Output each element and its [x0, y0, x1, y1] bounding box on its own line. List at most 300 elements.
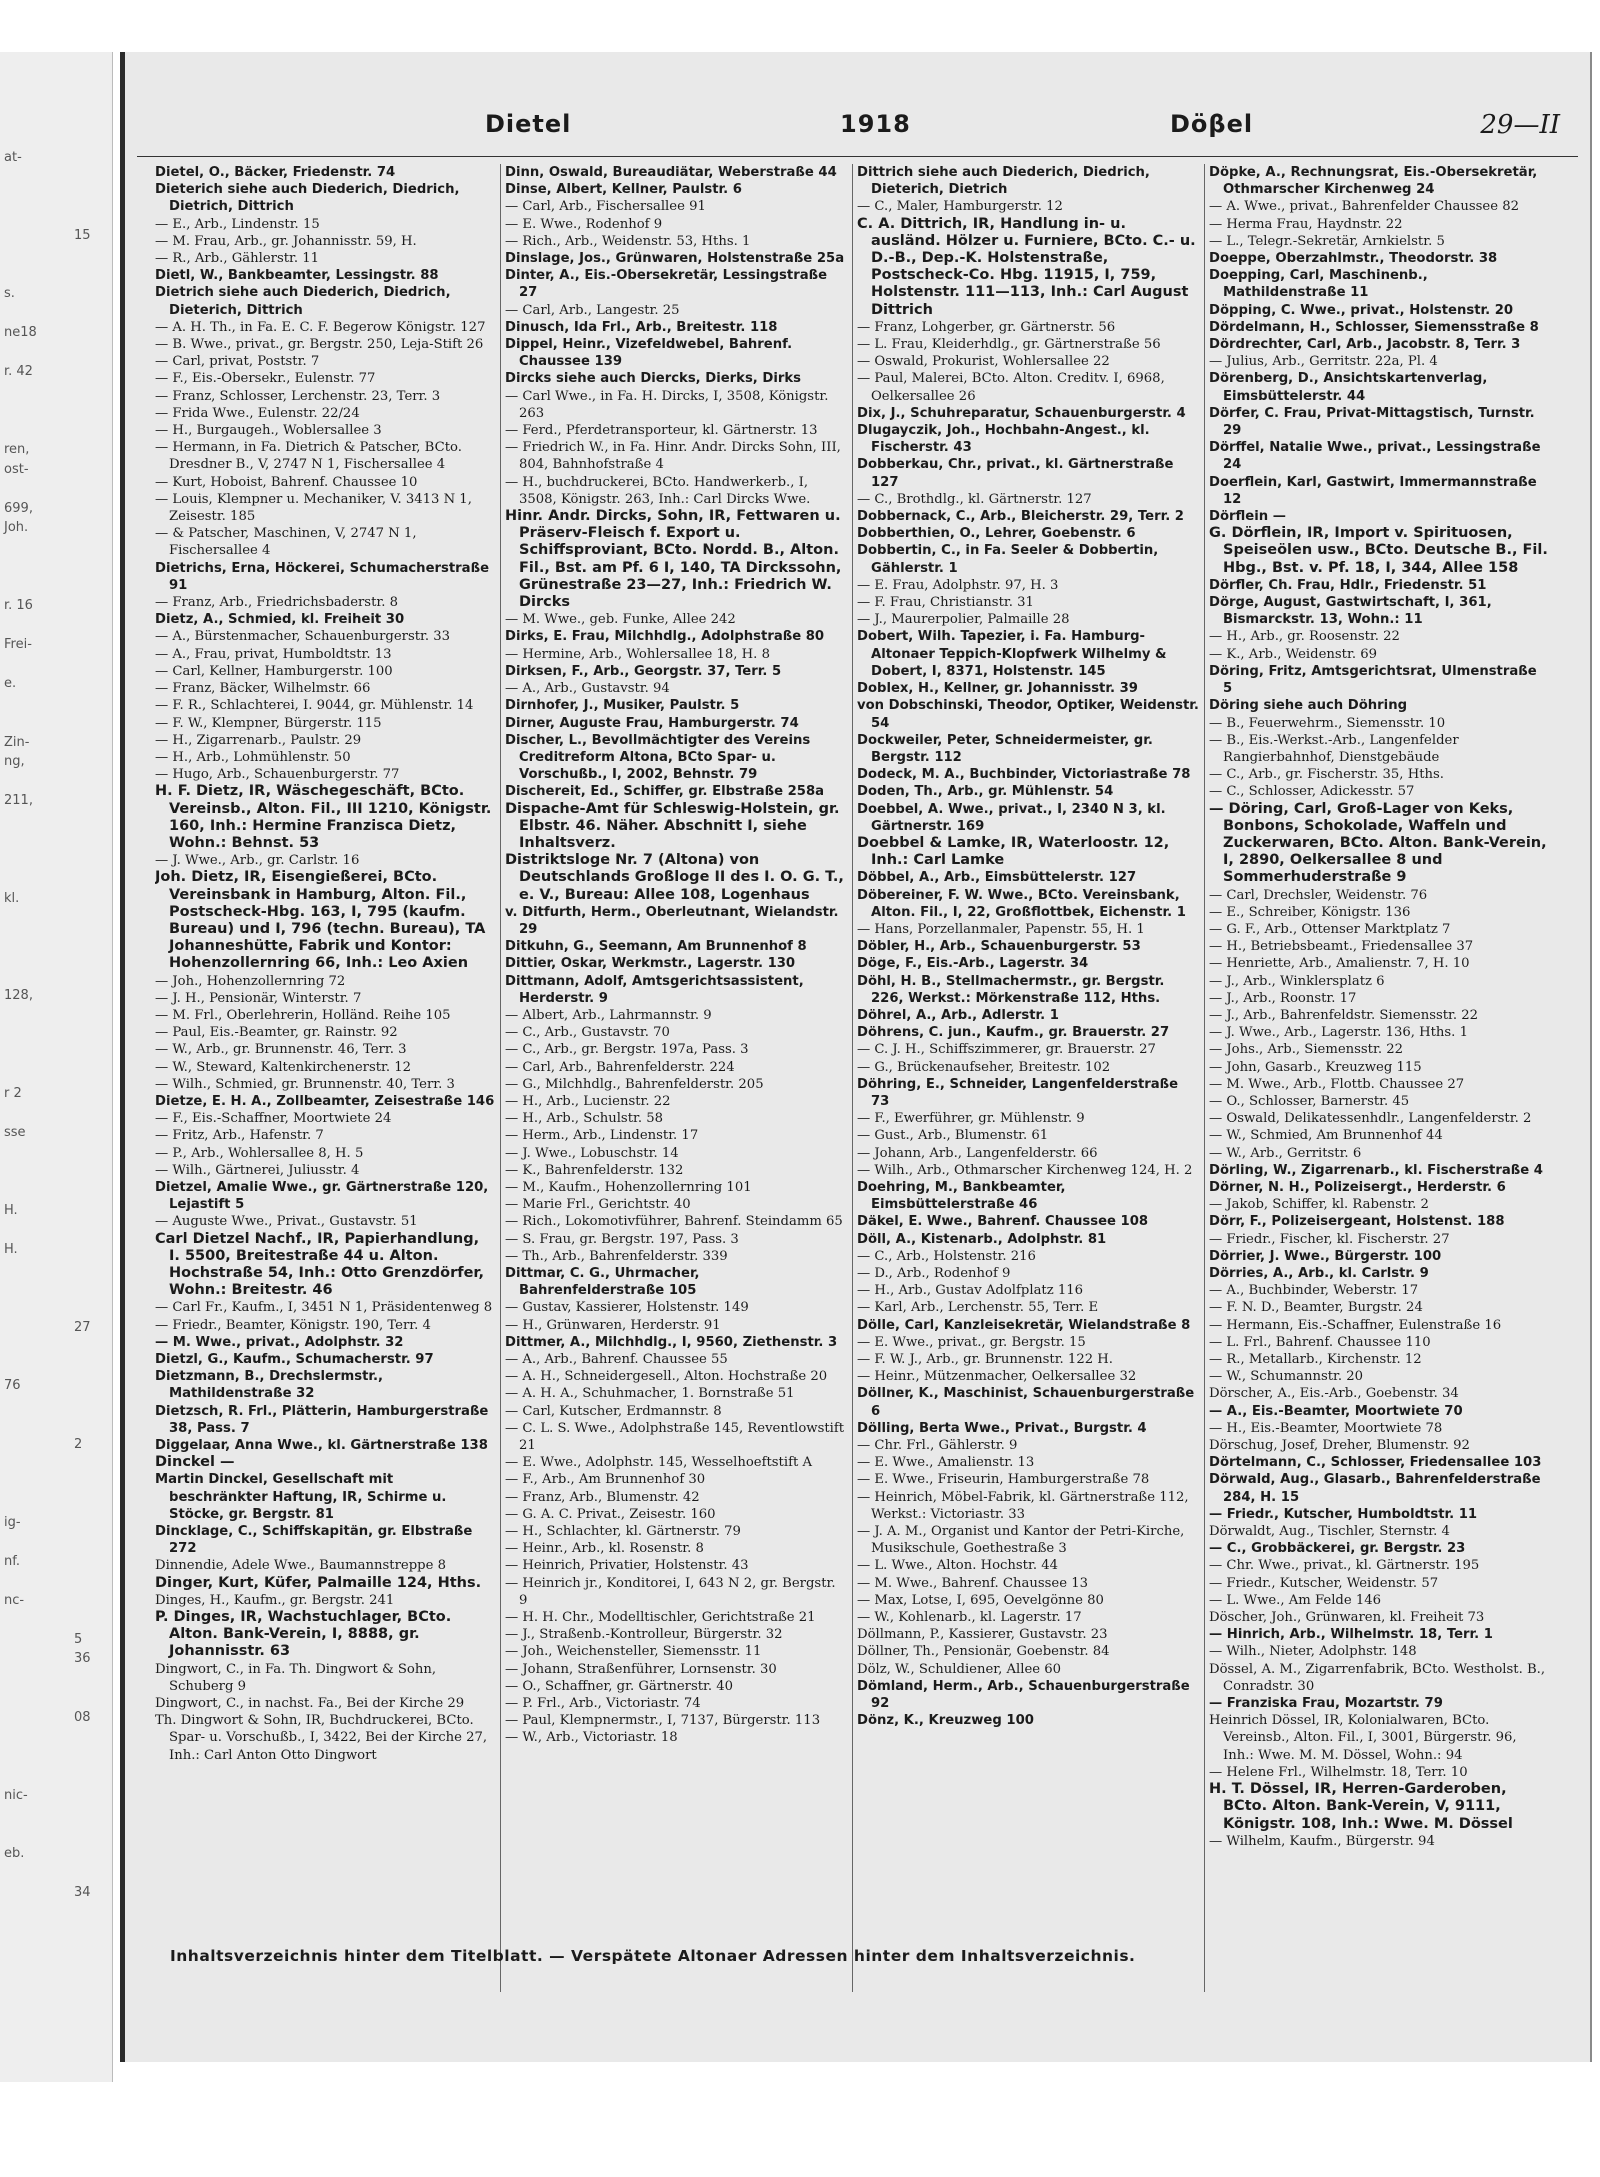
directory-entry: — Franz, Arb., Friedrichsbaderstr. 8	[155, 595, 399, 611]
directory-entry: — Friedr., Kutscher, Weidenstr. 57	[1209, 1575, 1439, 1591]
directory-entry: Dinger, Kurt, Küfer, Palmaille 124, Hths.	[155, 1574, 482, 1591]
adjacent-page-fragment: 211,	[4, 793, 33, 808]
directory-entry: Dörffel, Natalie Wwe., privat., Lessingstraße 24	[1209, 440, 1541, 473]
directory-entry: — Wilh., Nieter, Adolphstr. 148	[1209, 1644, 1417, 1660]
directory-entry: Doepping, Carl, Maschinenb., Mathildenstraße 11	[1209, 268, 1428, 301]
directory-entry: Dinusch, Ida Frl., Arb., Breitestr. 118	[505, 319, 778, 335]
directory-entry: — Carl, Kellner, Hamburgerstr. 100	[155, 663, 393, 679]
directory-entry: — L. Frl., Bahrenf. Chaussee 110	[1209, 1334, 1431, 1350]
directory-entry: Döllmann, P., Kassierer, Gustavstr. 23	[857, 1627, 1108, 1643]
directory-entry: — W., Arb., gr. Brunnenstr. 46, Terr. 3	[155, 1042, 407, 1058]
directory-entry: H. F. Dietz, IR, Wäschegeschäft, BCto. Vereinsb., Alton. Fil., III 1210, Königstr. 160, Inh.: Hermine Franzisca Dietz, Wohn.: Behnst. 53	[155, 783, 492, 851]
adjacent-page-fragment: ig-	[4, 1514, 21, 1530]
directory-entry: — Carl, Arb., Bahrenfelderstr. 224	[505, 1059, 735, 1075]
directory-entry: Dörr, F., Polizeisergeant, Holstenst. 188	[1209, 1214, 1505, 1230]
directory-entry: — Johann, Arb., Langenfelderstr. 66	[857, 1145, 1098, 1161]
directory-entry: — Heinrich jr., Konditorei, I, 643 N 2, gr. Bergstr. 9	[505, 1575, 836, 1608]
directory-entry: — G. F., Arb., Ottenser Marktplatz 7	[1209, 921, 1451, 937]
directory-entry: — F., Eis.-Schaffner, Moortwiete 24	[155, 1111, 392, 1127]
directory-entry: — Paul, Klempnermstr., I, 7137, Bürgerstr. 113	[505, 1713, 821, 1729]
directory-entry: — H., buchdruckerei, BCto. Handwerkerb., I, 3508, Königstr. 263, Inh.: Carl Dircks Wwe.	[505, 474, 811, 507]
directory-entry: H. T. Dössel, IR, Herren-Garderoben, BCto. Alton. Bank-Verein, V, 9111, Königstr. 108, Inh.: Wwe. M. Dössel	[1209, 1781, 1513, 1832]
directory-entry: — Heinrich, Privatier, Holstenstr. 43	[505, 1558, 749, 1574]
directory-entry: — Oswald, Prokurist, Wohlersallee 22	[857, 354, 1110, 370]
directory-entry: — Wilh., Gärtnerei, Juliusstr. 4	[155, 1162, 360, 1178]
directory-entry: — Helene Frl., Wilhelmstr. 18, Terr. 10	[1209, 1764, 1468, 1780]
directory-entry: — Hermine, Arb., Wohlersallee 18, H. 8	[505, 646, 770, 662]
directory-entry: Dittier, Oskar, Werkmstr., Lagerstr. 130	[505, 956, 796, 972]
directory-entry: — Franz, Lohgerber, gr. Gärtnerstr. 56	[857, 319, 1116, 335]
directory-entry: — Ferd., Pferdetransporteur, kl. Gärtnerstr. 13	[505, 423, 818, 439]
directory-entry: Döbereiner, F. W. Wwe., BCto. Vereinsbank, Alton. Fil., I, 22, Großflottbek, Eichenstr. 1	[857, 887, 1186, 920]
directory-entry: v. Ditfurth, Herm., Oberleutnant, Wielandstr. 29	[505, 904, 839, 937]
directory-entry: — W., Schmied, Am Brunnenhof 44	[1209, 1128, 1443, 1144]
directory-entry: — R., Arb., Gählerstr. 11	[155, 251, 320, 267]
directory-entry: — Carl, Drechsler, Weidenstr. 76	[1209, 887, 1428, 903]
column-1	[155, 164, 495, 1992]
directory-entry: Dinnendie, Adele Wwe., Baumannstreppe 8	[155, 1558, 446, 1574]
directory-entry: Doebbel, A. Wwe., privat., I, 2340 N 3, kl. Gärtnerstr. 169	[857, 801, 1166, 834]
directory-entry: Dietrichs, Erna, Höckerei, Schumacherstraße 91	[155, 560, 490, 593]
directory-entry: — Julius, Arb., Gerritstr. 22a, Pl. 4	[1209, 354, 1438, 370]
directory-entry: — R., Metallarb., Kirchenstr. 12	[1209, 1352, 1422, 1368]
directory-entry: — Albert, Arb., Lahrmannstr. 9	[505, 1007, 712, 1023]
directory-entry: Dobbertin, C., in Fa. Seeler & Dobbertin, Gählerstr. 1	[857, 543, 1159, 576]
directory-entry: Döhring, E., Schneider, Langenfelderstraße 73	[857, 1076, 1179, 1109]
directory-entry: Dix, J., Schuhreparatur, Schauenburgerstr. 4	[857, 405, 1186, 421]
directory-entry: — A. Wwe., privat., Bahrenfelder Chaussee 82	[1209, 199, 1520, 215]
adjacent-page-fragment: 76	[4, 1378, 21, 1393]
directory-entry: — M. Wwe., Arb., Flottb. Chaussee 27	[1209, 1076, 1465, 1092]
directory-entry: — Gust., Arb., Blumenstr. 61	[857, 1128, 1049, 1144]
directory-entry: — F., Arb., Am Brunnenhof 30	[505, 1472, 706, 1488]
directory-entry: — E. Wwe., Amalienstr. 13	[857, 1455, 1035, 1471]
directory-entry: — Franz, Bäcker, Wilhelmstr. 66	[155, 681, 371, 697]
adjacent-page-fragment: 15	[74, 227, 91, 243]
directory-entry: — Wilh., Schmied, gr. Brunnenstr. 40, Terr. 3	[155, 1076, 455, 1092]
directory-entry: — F. R., Schlachterei, I. 9044, gr. Mühlenstr. 14	[155, 698, 474, 714]
adjacent-page-fragment: 27	[74, 1319, 91, 1335]
adjacent-page-fragment: ren,	[4, 442, 30, 457]
directory-entry: — C., Schlosser, Adickesstr. 57	[1209, 784, 1415, 800]
directory-entry: — J. Wwe., Arb., gr. Carlstr. 16	[155, 853, 360, 869]
directory-entry: Döllner, K., Maschinist, Schauenburgerstraße 6	[857, 1386, 1195, 1419]
directory-entry: Dössel, A. M., Zigarrenfabrik, BCto. Westholst. B., Conradstr. 30	[1209, 1661, 1546, 1694]
directory-entry: — Heinrich, Möbel-Fabrik, kl. Gärtnerstraße 112, Werkst.: Victoriastr. 33	[857, 1489, 1189, 1522]
adjacent-page-fragment: nc-	[4, 1592, 25, 1608]
directory-entry: C. A. Dittrich, IR, Handlung in- u. ausländ. Hölzer u. Furniere, BCto. C.- u. D.-B., Dep.-K. Holstenstraße, Postscheck-Co. Hbg. 11915, I, 759, Holstenstr. 111—113, Inh.: Carl August Dittrich	[857, 215, 1196, 318]
adjacent-page-fragment: 5	[74, 1631, 83, 1647]
directory-entry: — Hinrich, Arb., Wilhelmstr. 18, Terr. 1	[1209, 1627, 1493, 1643]
directory-entry: — Friedrich W., in Fa. Hinr. Andr. Dircks Sohn, III, 804, Bahnhofstraße 4	[505, 440, 841, 473]
directory-entry: — P., Arb., Wohlersallee 8, H. 5	[155, 1145, 364, 1161]
right-keyword: Döβel	[1170, 110, 1254, 138]
directory-entry: Dippel, Heinr., Vizefeldwebel, Bahrenf. Chaussee 139	[505, 337, 793, 370]
directory-entry: — E. Wwe., privat., gr. Bergstr. 15	[857, 1334, 1086, 1350]
directory-entry: Dömland, Herm., Arb., Schauenburgerstraße 92	[857, 1678, 1190, 1712]
directory-entry: — H., Arb., Schulstr. 58	[505, 1111, 664, 1127]
directory-entry: — Heinr., Mützenmacher, Oelkersallee 32	[857, 1369, 1137, 1385]
directory-entry: Dörwald, Aug., Glasarb., Bahrenfelderstraße 284, H. 15	[1209, 1472, 1541, 1505]
directory-entry: — Jakob, Schiffer, kl. Rabenstr. 2	[1209, 1197, 1429, 1213]
adjacent-page-fragment: r 2	[4, 1085, 22, 1101]
directory-entry: — A., Bürstenmacher, Schauenburgerstr. 33	[155, 629, 451, 645]
directory-entry: — C., Arb., gr. Bergstr. 197a, Pass. 3	[505, 1042, 749, 1058]
directory-entry: — A., Arb., Bahrenf. Chaussee 55	[505, 1352, 728, 1368]
directory-entry: — H., Burgaugeh., Woblersallee 3	[155, 423, 382, 439]
directory-entry: Dietel, O., Bäcker, Friedenstr. 74	[155, 165, 396, 180]
directory-entry: — Franziska Frau, Mozartstr. 79	[1209, 1696, 1443, 1712]
directory-entry: — Herma Frau, Haydnstr. 22	[1209, 216, 1403, 232]
directory-entry: — C., Brothdlg., kl. Gärtnerstr. 127	[857, 491, 1092, 507]
directory-entry: — Carl Wwe., in Fa. H. Dircks, I, 3508, Königstr. 263	[505, 388, 829, 421]
directory-entry: — Joh., Weichensteller, Siemensstr. 11	[505, 1644, 762, 1660]
directory-entry: — W., Arb., Victoriastr. 18	[505, 1730, 678, 1746]
directory-entry: — Friedr., Fischer, kl. Fischerstr. 27	[1209, 1231, 1450, 1247]
adjacent-page-fragment: ng,	[4, 754, 25, 769]
adjacent-page-fragment: s.	[4, 286, 15, 301]
directory-entry: — Chr. Wwe., privat., kl. Gärtnerstr. 195	[1209, 1558, 1480, 1574]
directory-entry: — Carl Fr., Kaufm., I, 3451 N 1, Präsidentenweg 8	[155, 1300, 493, 1316]
directory-entry: — J., Maurerpolier, Palmaille 28	[857, 612, 1070, 628]
directory-entry: Döbler, H., Arb., Schauenburgerstr. 53	[857, 939, 1141, 955]
adjacent-page-fragment: ost-	[4, 461, 29, 477]
adjacent-page-fragment: H.	[4, 1241, 18, 1257]
directory-entry: Dockweiler, Peter, Schneidermeister, gr. Bergstr. 112	[857, 732, 1153, 765]
adjacent-page-fragment: nf.	[4, 1553, 21, 1569]
directory-entry: Dingwort, C., in nachst. Fa., Bei der Kirche 29	[155, 1696, 465, 1712]
directory-entry: Dincklage, C., Schiffskapitän, gr. Elbstraße 272	[155, 1524, 473, 1557]
directory-entry: — O., Schaffner, gr. Gärtnerstr. 40	[505, 1678, 734, 1694]
directory-entry: — Döring, Carl, Groß-Lager von Keks, Bonbons, Schokolade, Waffeln und Zuckerwaren, BCto. Alton. Bank-Verein, I, 2890, Oelkersallee 8 und Sommerhuderstraße 9	[1209, 800, 1547, 886]
adjacent-page-fragment: 128,	[4, 988, 33, 1003]
directory-entry: — H., Zigarrenarb., Paulstr. 29	[155, 732, 362, 748]
directory-entry: Dörge, August, Gastwirtschaft, I, 361, Bismarckstr. 13, Wohn.: 11	[1209, 595, 1492, 628]
directory-entry: Döpping, C. Wwe., privat., Holstenstr. 20	[1209, 302, 1514, 318]
directory-entry: Däkel, E. Wwe., Bahrenf. Chaussee 108	[857, 1214, 1149, 1230]
directory-entry: Dobert, Wilh. Tapezier, i. Fa. Hamburg-Altonaer Teppich-Klopfwerk Wilhelmy & Dobert, I, 8371, Holstenstr. 145	[857, 629, 1167, 679]
directory-entry: Döhrel, A., Arb., Adlerstr. 1	[857, 1007, 1059, 1023]
directory-entry: Dittrich siehe auch Diederich, Diedrich, Dieterich, Dietrich	[857, 165, 1150, 198]
directory-entry: — H., Arb., gr. Roosenstr. 22	[1209, 629, 1400, 645]
directory-entry: Ditkuhn, G., Seemann, Am Brunnenhof 8	[505, 939, 807, 955]
directory-entry: — Rich., Arb., Weidenstr. 53, Hths. 1	[505, 233, 751, 249]
adjacent-page-fragment: 36	[74, 1651, 91, 1666]
directory-entry: — B., Eis.-Werkst.-Arb., Langenfelder Rangierbahnhof, Dienstgebäude	[1209, 732, 1459, 765]
directory-entry: Heinrich Dössel, IR, Kolonialwaren, BCto. Vereinsb., Alton. Fil., I, 3001, Bürgerstr. 96, Inh.: Wwe. M. M. Dössel, Wohn.: 94	[1209, 1713, 1517, 1763]
directory-entry: — F. N. D., Beamter, Burgstr. 24	[1209, 1300, 1423, 1316]
left-keyword: Dietel	[485, 110, 572, 138]
adjacent-page-fragment: H.	[4, 1202, 18, 1218]
directory-entry: — Joh., Hohenzollernring 72	[155, 973, 346, 989]
directory-entry: — L. Wwe., Alton. Hochstr. 44	[857, 1558, 1059, 1574]
directory-entry: — Max, Lotse, I, 695, Oevelgönne 80	[857, 1592, 1104, 1608]
directory-entry: — E. Wwe., Friseurin, Hamburgerstraße 78	[857, 1472, 1150, 1488]
directory-entry: — J. Wwe., Lobuschstr. 14	[505, 1145, 679, 1161]
directory-entry: — Fritz, Arb., Hafenstr. 7	[155, 1128, 324, 1144]
header-rule	[137, 156, 1578, 157]
directory-entry: Joh. Dietz, IR, Eisengießerei, BCto. Vereinsbank in Hamburg, Alton. Fil., Postscheck-Hbg. 163, I, 795 (kaufm. Bureau) und I, 796 (techn. Bureau), TA Johanneshütte, Fabrik und Kontor: Hohenzollernring 66, Inh.: Leo Axien	[155, 869, 486, 972]
directory-entry: Hinr. Andr. Dircks, Sohn, IR, Fettwaren u. Präserv-Fleisch f. Export u. Schiffsproviant, BCto. Nordd. B., Alton. Fil., Bst. am Pf. 6 I, 140, TA Dirckssohn, Grünestraße 23—27, Inh.: Friedrich W. Dircks	[505, 508, 842, 611]
directory-entry: Dölling, Berta Wwe., Privat., Burgstr. 4	[857, 1420, 1147, 1436]
directory-entry: Dörrier, J. Wwe., Bürgerstr. 100	[1209, 1248, 1442, 1264]
directory-entry: — Paul, Eis.-Beamter, gr. Rainstr. 92	[155, 1025, 398, 1041]
directory-entry: Carl Dietzel Nachf., IR, Papierhandlung, I. 5500, Breitestraße 44 u. Alton. Hochstraße 54, Inh.: Otto Grenzdörfer, Wohn.: Breitestr. 46	[155, 1230, 484, 1299]
directory-entry: — H., Arb., Lucienstr. 22	[505, 1093, 671, 1109]
directory-entry: — Louis, Klempner u. Mechaniker, V. 3413 N 1, Zeisestr. 185	[155, 491, 472, 525]
directory-entry: — Frida Wwe., Eulenstr. 22/24	[155, 405, 360, 421]
directory-entry: — Hugo, Arb., Schauenburgerstr. 77	[155, 767, 400, 783]
adjacent-page-fragment: 2	[74, 1436, 83, 1452]
directory-entry: — E., Arb., Lindenstr. 15	[155, 216, 320, 232]
directory-entry: Doerflein, Karl, Gastwirt, Immermannstraße 12	[1209, 474, 1537, 507]
directory-entry: — A., Arb., Gustavstr. 94	[505, 681, 670, 697]
page-footer-note: Inhaltsverzeichnis hinter dem Titelblatt. — Verspätete Altonaer Adressen hinter dem Inhaltsverzeichnis.	[170, 1947, 1136, 1965]
directory-entry: — E. Wwe., Rodenhof 9	[505, 216, 663, 232]
directory-entry: — A., Buchbinder, Weberstr. 17	[1209, 1283, 1419, 1299]
directory-entry: — E., Schreiber, Königstr. 136	[1209, 904, 1411, 920]
adjacent-page-fragment: Joh.	[4, 520, 29, 535]
directory-entry: Dördrechter, Carl, Arb., Jacobstr. 8, Terr. 3	[1209, 337, 1521, 353]
directory-entry: — H., Schlachter, kl. Gärtnerstr. 79	[505, 1524, 741, 1540]
directory-entry: Dirks, E. Frau, Milchhdlg., Adolphstraße 80	[505, 629, 825, 645]
directory-entry: — W., Schumannstr. 20	[1209, 1369, 1364, 1385]
directory-entry: Dodeck, M. A., Buchbinder, Victoriastraße 78	[857, 767, 1191, 783]
column-2	[500, 164, 847, 1992]
directory-entry: — J., Arb., Winklersplatz 6	[1209, 973, 1385, 989]
directory-entry: G. Dörflein, IR, Import v. Spirituosen, Speiseölen usw., BCto. Deutsche B., Fil. Hbg., Bst. v. Pf. 18, I, 344, Allee 158	[1209, 525, 1548, 576]
directory-entry: — E. Wwe., Adolphstr. 145, Wesselhoeftstift A	[505, 1455, 812, 1471]
directory-entry: Doebbel & Lamke, IR, Waterloostr. 12, Inh.: Carl Lamke	[857, 834, 1170, 869]
directory-entry: — Wilh., Arb., Othmarscher Kirchenweg 124, H. 2	[857, 1162, 1193, 1178]
directory-entry: Dischereit, Ed., Schiffer, gr. Elbstraße 258a	[505, 784, 825, 800]
directory-entry: Döge, F., Eis.-Arb., Lagerstr. 34	[857, 956, 1089, 972]
directory-entry: — M. Wwe., geb. Funke, Allee 242	[505, 612, 736, 628]
directory-entry: — Heinr., Arb., kl. Rosenstr. 8	[505, 1541, 704, 1557]
directory-entry: Dörling, W., Zigarrenarb., kl. Fischerstraße 4	[1209, 1162, 1543, 1178]
directory-entry: — B. Wwe., privat., gr. Bergstr. 250, Leja-Stift 26	[155, 337, 484, 353]
adjacent-page-fragment: sse	[4, 1124, 26, 1140]
directory-entry: Dietl, W., Bankbeamter, Lessingstr. 88	[155, 268, 439, 284]
directory-entry: Dölle, Carl, Kanzleisekretär, Wielandstraße 8	[857, 1317, 1191, 1333]
directory-entry: — J. Wwe., Arb., Lagerstr. 136, Hths. 1	[1209, 1025, 1468, 1041]
directory-entry: — L. Wwe., Am Felde 146	[1209, 1592, 1382, 1608]
directory-entry: — D., Arb., Rodenhof 9	[857, 1266, 1011, 1281]
directory-entry: — H. H. Chr., Modelltischler, Gerichtstraße 21	[505, 1610, 816, 1626]
directory-entry: Dittmar, C. G., Uhrmacher, Bahrenfelderstraße 105	[505, 1266, 700, 1299]
directory-entry: Dinslage, Jos., Grünwaren, Holstenstraße 25a	[505, 251, 845, 267]
directory-entry: P. Dinges, IR, Wachstuchlager, BCto. Alton. Bank-Verein, I, 8888, gr. Johannisstr. 63	[155, 1609, 452, 1660]
directory-entry: — Carl, Kutscher, Erdmannstr. 8	[505, 1403, 722, 1419]
directory-entry: — F. W., Klempner, Bürgerstr. 115	[155, 715, 382, 731]
directory-entry: — Franz, Schlosser, Lerchenstr. 23, Terr. 3	[155, 388, 441, 404]
directory-entry: — Kurt, Hoboist, Bahrenf. Chaussee 10	[155, 474, 418, 490]
directory-entry: Dörfler, Ch. Frau, Hdlr., Friedenstr. 51	[1209, 577, 1487, 593]
directory-entry: Dietze, E. H. A., Zollbeamter, Zeisestraße 146	[155, 1093, 495, 1109]
directory-entry: Dobberthien, O., Lehrer, Goebenstr. 6	[857, 526, 1136, 542]
directory-entry: — W., Steward, Kaltenkirchenerstr. 12	[155, 1059, 412, 1075]
directory-entry: — F. W. J., Arb., gr. Brunnenstr. 122 H.	[857, 1352, 1113, 1368]
directory-entry: — L. Frau, Kleiderhdlg., gr. Gärtnerstraße 56	[857, 337, 1161, 353]
directory-entry: — C. J. H., Schiffszimmerer, gr. Brauerstr. 27	[857, 1042, 1156, 1058]
directory-entry: — C., Arb., gr. Fischerstr. 35, Hths.	[1209, 767, 1444, 783]
directory-entry: Dietz, A., Schmied, kl. Freiheit 30	[155, 612, 405, 628]
directory-entry: — C., Arb., Gustavstr. 70	[505, 1025, 670, 1041]
directory-entry: Doeppe, Oberzahlmstr., Theodorstr. 38	[1209, 251, 1498, 267]
adjacent-page-fragment: 08	[74, 1709, 91, 1725]
directory-entry: Dinse, Albert, Kellner, Paulstr. 6	[505, 182, 742, 198]
directory-entry: — F., Eis.-Obersekr., Eulenstr. 77	[155, 371, 376, 387]
directory-entry: — Paul, Malerei, BCto. Alton. Creditv. I, 6968, Oelkersallee 26	[857, 371, 1165, 404]
directory-entry: — H., Eis.-Beamter, Moortwiete 78	[1209, 1420, 1443, 1436]
directory-entry: — M. Frau, Arb., gr. Johannisstr. 59, H.	[155, 233, 417, 249]
directory-entry: — Carl, Arb., Langestr. 25	[505, 302, 680, 318]
directory-entry: Distriktsloge Nr. 7 (Altona) von Deutschlands Großloge II des I. O. G. T., e. V., Bureau: Allee 108, Logenhaus	[505, 852, 844, 903]
directory-entry: — C., Arb., Holstenstr. 216	[857, 1248, 1036, 1264]
directory-entry: — K., Bahrenfelderstr. 132	[505, 1162, 684, 1178]
directory-entry: Dietzl, G., Kaufm., Schumacherstr. 97	[155, 1352, 434, 1368]
directory-entry: Dobberkau, Chr., privat., kl. Gärtnerstraße 127	[857, 457, 1174, 490]
directory-entry: — E. Frau, Adolphstr. 97, H. 3	[857, 577, 1059, 593]
directory-entry: — Rich., Lokomotivführer, Bahrenf. Steindamm 65	[505, 1214, 843, 1230]
directory-entry: — Johs., Arb., Siemensstr. 22	[1209, 1042, 1403, 1058]
directory-entry: — L., Telegr.-Sekretär, Arnkielstr. 5	[1209, 233, 1445, 249]
directory-entry: Dittmer, A., Milchhdlg., I, 9560, Ziethenstr. 3	[505, 1334, 838, 1350]
directory-entry: Döhl, H. B., Stellmachermstr., gr. Bergstr. 226, Werkst.: Mörkenstraße 112, Hths.	[857, 973, 1165, 1006]
directory-entry: Martin Dinckel, Gesellschaft mit beschränkter Haftung, IR, Schirme u. Stöcke, gr. Bergstr. 81	[155, 1472, 447, 1522]
directory-entry: Dirner, Auguste Frau, Hamburgerstr. 74	[505, 715, 799, 731]
directory-entry: Dörner, N. H., Polizeisergt., Herderstr. 6	[1209, 1179, 1506, 1195]
directory-entry: — G., Milchhdlg., Bahrenfelderstr. 205	[505, 1076, 764, 1092]
directory-entry: Dobbernack, C., Arb., Bleicherstr. 29, Terr. 2	[857, 509, 1184, 525]
directory-entry: Dietzel, Amalie Wwe., gr. Gärtnerstraße 120, Lejastift 5	[155, 1179, 489, 1213]
directory-entry: — O., Schlosser, Barnerstr. 45	[1209, 1093, 1410, 1109]
directory-entry: Dittmann, Adolf, Amtsgerichtsassistent, Herderstr. 9	[505, 973, 804, 1006]
directory-entry: — Friedr., Kutscher, Humboldtstr. 11	[1209, 1506, 1478, 1522]
directory-entry: Döring, Fritz, Amtsgerichtsrat, Ulmenstraße 5	[1209, 663, 1537, 697]
directory-entry: Dörtelmann, C., Schlosser, Friedensallee 103	[1209, 1455, 1542, 1471]
directory-entry: — J. H., Pensionär, Winterstr. 7	[155, 990, 362, 1006]
directory-entry: — Marie Frl., Gerichtstr. 40	[505, 1197, 691, 1213]
directory-entry: Dördelmann, H., Schlosser, Siemensstraße 8	[1209, 319, 1539, 335]
directory-entry: — A. H. Th., in Fa. E. C. F. Begerow Königstr. 127	[155, 319, 486, 335]
adjacent-page-fragment: eb.	[4, 1846, 25, 1861]
directory-entry: — B., Feuerwehrm., Siemensstr. 10	[1209, 715, 1446, 731]
directory-entry: — G., Brückenaufseher, Breitestr. 102	[857, 1059, 1111, 1075]
directory-entry: — Franz, Arb., Blumenstr. 42	[505, 1489, 700, 1505]
column-4	[1204, 164, 1549, 1992]
column-3	[852, 164, 1199, 1992]
directory-entry: — J., Straßenb.-Kontrolleur, Bürgerstr. 32	[505, 1627, 783, 1643]
directory-entry: — C., Maler, Hamburgerstr. 12	[857, 199, 1063, 215]
adjacent-page-fragment: kl.	[4, 890, 20, 906]
directory-entry: — A. H. A., Schuhmacher, 1. Bornstraße 51	[505, 1386, 795, 1402]
directory-entry: Dinter, A., Eis.-Obersekretär, Lessingstraße 27	[505, 268, 828, 301]
directory-entry: — Hermann, Eis.-Schaffner, Eulenstraße 16	[1209, 1317, 1502, 1333]
directory-entry: — C., Grobbäckerei, gr. Bergstr. 23	[1209, 1541, 1466, 1557]
directory-entry: Doblex, H., Kellner, gr. Johannisstr. 39	[857, 681, 1138, 697]
directory-entry: Dörscher, A., Eis.-Arb., Goebenstr. 34	[1209, 1386, 1459, 1402]
directory-entry: — J., Arb., Bahrenfeldstr. Siemensstr. 22	[1209, 1007, 1479, 1023]
directory-entry: von Dobschinski, Theodor, Optiker, Weidenstr. 54	[857, 698, 1199, 731]
directory-entry: Döhrens, C. jun., Kaufm., gr. Brauerstr. 27	[857, 1025, 1170, 1041]
adjacent-page-fragment: nic-	[4, 1787, 28, 1803]
directory-entry: Th. Dingwort & Sohn, IR, Buchdruckerei, BCto. Spar- u. Vorschußb., I, 3422, Bei der Kirche 27, Inh.: Carl Anton Otto Dingwort	[155, 1713, 488, 1763]
page-number: 29—II	[1480, 110, 1560, 140]
directory-entry: Dirksen, F., Arb., Georgstr. 37, Terr. 5	[505, 663, 782, 679]
directory-entry: Dlugayczik, Joh., Hochbahn-Angest., kl. Fischerstr. 43	[857, 423, 1150, 456]
directory-entry: — M., Kaufm., Hohenzollernring 101	[505, 1179, 752, 1195]
directory-entry: Döll, A., Kistenarb., Adolphstr. 81	[857, 1231, 1107, 1247]
directory-entry: Dörflein —	[1209, 509, 1286, 525]
directory-entry: — A., Frau, privat, Humboldtstr. 13	[155, 646, 392, 662]
directory-entry: Dörschug, Josef, Dreher, Blumenstr. 92	[1209, 1438, 1470, 1454]
directory-page	[120, 52, 1592, 2062]
directory-entry: Döbbel, A., Arb., Eimsbüttelerstr. 127	[857, 870, 1137, 886]
directory-entry: Dörenberg, D., Ansichtskartenverlag, Eimsbüttelerstr. 44	[1209, 371, 1488, 404]
directory-entry: — M. Frl., Oberlehrerin, Holländ. Reihe 105	[155, 1007, 451, 1023]
page-header	[125, 110, 1590, 150]
directory-entry: — F. Frau, Christianstr. 31	[857, 595, 1034, 611]
directory-entry: Dietzsch, R. Frl., Plätterin, Hamburgerstraße 38, Pass. 7	[155, 1403, 489, 1436]
directory-entry: — P. Frl., Arb., Victoriastr. 74	[505, 1696, 701, 1712]
directory-entry: Diggelaar, Anna Wwe., kl. Gärtnerstraße 138	[155, 1438, 488, 1454]
directory-entry: Dörwaldt, Aug., Tischler, Sternstr. 4	[1209, 1524, 1450, 1540]
directory-entry: — S. Frau, gr. Bergstr. 197, Pass. 3	[505, 1231, 739, 1247]
directory-entry: Döllner, Th., Pensionär, Goebenstr. 84	[857, 1644, 1110, 1660]
directory-entry: Dinges, H., Kaufm., gr. Bergstr. 241	[155, 1592, 395, 1608]
directory-entry: Dörries, A., Arb., kl. Carlstr. 9	[1209, 1266, 1429, 1281]
directory-entry: — J. A. M., Organist und Kantor der Petri-Kirche, Musikschule, Goethestraße 3	[857, 1524, 1185, 1557]
adjacent-page-fragment: r. 16	[4, 598, 33, 613]
adjacent-page-fragment: e.	[4, 676, 17, 691]
directory-entry: Doehring, M., Bankbeamter, Eimsbüttelerstraße 46	[857, 1179, 1066, 1213]
directory-entry: — W., Kohlenarb., kl. Lagerstr. 17	[857, 1610, 1082, 1626]
directory-entry: Discher, L., Bevollmächtigter des Vereins Creditreform Altona, BCto Spar- u. Vorschußb., I, 2002, Behnstr. 79	[505, 732, 811, 783]
year-label: 1918	[840, 110, 911, 138]
directory-entry: Dircks siehe auch Diercks, Dierks, Dirks	[505, 371, 801, 387]
directory-entry: — H., Arb., Lohmühlenstr. 50	[155, 749, 351, 765]
adjacent-page-fragment: Frei-	[4, 637, 32, 652]
directory-entry: — Hermann, in Fa. Dietrich & Patscher, BCto. Dresdner B., V, 2747 N 1, Fischersallee 4	[155, 440, 462, 473]
directory-entry: — Friedr., Beamter, Königstr. 190, Terr. 4	[155, 1317, 431, 1333]
adjacent-page-strip	[0, 52, 113, 2082]
directory-entry: Doden, Th., Arb., gr. Mühlenstr. 54	[857, 784, 1114, 800]
directory-entry: — Johann, Straßenführer, Lornsenstr. 30	[505, 1661, 777, 1677]
directory-entry: — & Patscher, Maschinen, V, 2747 N 1, Fischersallee 4	[155, 526, 417, 559]
directory-entry: Dirnhofer, J., Musiker, Paulstr. 5	[505, 698, 740, 714]
directory-entry: — Carl, Arb., Fischersallee 91	[505, 199, 706, 215]
directory-entry: Döpke, A., Rechnungsrat, Eis.-Obersekretär, Othmarscher Kirchenweg 24	[1209, 165, 1538, 198]
directory-entry: Dispache-Amt für Schleswig-Holstein, gr. Elbstr. 46. Näher. Abschnitt I, siehe Inhaltsverz.	[505, 800, 840, 851]
directory-entry: — Hans, Porzellanmaler, Papenstr. 55, H. 1	[857, 921, 1145, 937]
directory-entry: — Gustav, Kassierer, Holstenstr. 149	[505, 1300, 749, 1316]
adjacent-page-fragment: at-	[4, 149, 22, 165]
adjacent-page-fragment: ne18	[4, 325, 37, 340]
directory-entry: — M. Wwe., Bahrenf. Chaussee 13	[857, 1575, 1088, 1591]
directory-entry: — John, Gasarb., Kreuzweg 115	[1209, 1059, 1422, 1075]
directory-entry: Dinn, Oswald, Bureaudiätar, Weberstraße 44	[505, 165, 837, 180]
directory-entry: — C. L. S. Wwe., Adolphstraße 145, Reventlowstift 21	[505, 1420, 845, 1454]
directory-entry: Döscher, Joh., Grünwaren, kl. Freiheit 73	[1209, 1610, 1485, 1626]
directory-entry: — Henriette, Arb., Amalienstr. 7, H. 10	[1209, 956, 1470, 972]
directory-entry: — Karl, Arb., Lerchenstr. 55, Terr. E	[857, 1300, 1099, 1316]
directory-entry: Dingwort, C., in Fa. Th. Dingwort & Sohn, Schuberg 9	[155, 1661, 437, 1694]
directory-entry: — Oswald, Delikatessenhdlr., Langenfelderstr. 2	[1209, 1111, 1532, 1127]
directory-entry: — H., Betriebsbeamt., Friedensallee 37	[1209, 939, 1474, 955]
directory-entry: — F., Ewerführer, gr. Mühlenstr. 9	[857, 1111, 1085, 1127]
directory-entry: — W., Arb., Gerritstr. 6	[1209, 1145, 1362, 1161]
